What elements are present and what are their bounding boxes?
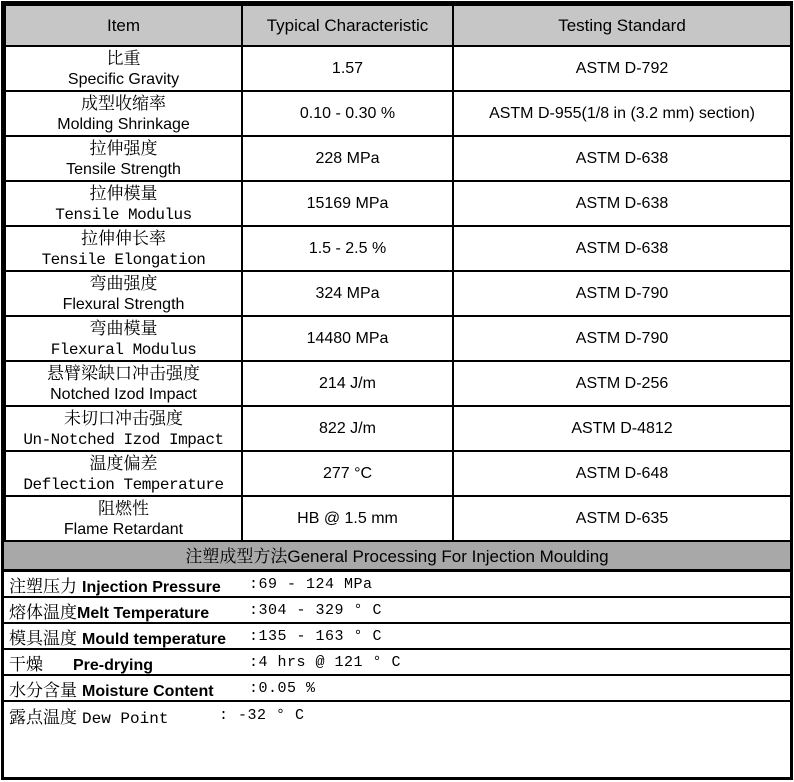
row-molding-shrinkage bbox=[5, 91, 791, 136]
processing-label-en: Mould temperature bbox=[82, 630, 227, 648]
item-cell bbox=[5, 181, 242, 226]
processing-value: :304 - 329 ° C bbox=[249, 601, 383, 619]
processing-label bbox=[9, 650, 249, 675]
processing-label-zh: 注塑压力 bbox=[9, 576, 77, 596]
processing-row-dew-point bbox=[4, 702, 790, 728]
standard-cell: ASTM D-638 bbox=[453, 136, 791, 181]
processing-label-zh: 水分含量 bbox=[9, 680, 77, 700]
item-label-zh: 温度偏差 bbox=[89, 453, 158, 473]
value-cell: 214 J/m bbox=[242, 361, 453, 406]
value-cell: 277 °C bbox=[242, 451, 453, 496]
row-flexural-strength bbox=[5, 271, 791, 316]
row-notched-izod-impact bbox=[5, 361, 791, 406]
processing-label bbox=[9, 598, 249, 623]
item-label-en: Tensile Elongation bbox=[41, 250, 206, 269]
item-label-zh: 拉伸模量 bbox=[89, 183, 158, 203]
processing-label-en: Dew Point bbox=[82, 709, 169, 728]
item-cell bbox=[5, 496, 242, 541]
spec-table bbox=[4, 4, 792, 542]
standard-cell: ASTM D-638 bbox=[453, 181, 791, 226]
value-cell: 15169 MPa bbox=[242, 181, 453, 226]
processing-value: :135 - 163 ° C bbox=[249, 627, 383, 645]
header-cell-typical-characteristic: Typical Characteristic bbox=[242, 5, 453, 46]
item-label-en: Molding Shrinkage bbox=[57, 115, 190, 133]
standard-cell: ASTM D-648 bbox=[453, 451, 791, 496]
item-cell bbox=[5, 316, 242, 361]
value-cell: HB @ 1.5 mm bbox=[242, 496, 453, 541]
processing-section-title: 注塑成型方法General Processing For Injection Moulding bbox=[4, 542, 790, 572]
item-label-en: Specific Gravity bbox=[67, 70, 180, 88]
processing-row-pre-drying bbox=[4, 650, 790, 676]
processing-label bbox=[9, 572, 249, 597]
standard-cell: ASTM D-638 bbox=[453, 226, 791, 271]
item-cell bbox=[5, 46, 242, 91]
item-label-en: Flexural Modulus bbox=[50, 340, 197, 359]
item-label-en: Deflection Temperature bbox=[23, 475, 224, 494]
item-cell bbox=[5, 136, 242, 181]
item-cell bbox=[5, 271, 242, 316]
processing-value: :4 hrs @ 121 ° C bbox=[249, 653, 402, 671]
row-tensile-modulus bbox=[5, 181, 791, 226]
processing-label-en: Injection Pressure bbox=[82, 578, 221, 596]
processing-row-mould-temperature bbox=[4, 624, 790, 650]
processing-row-melt-temperature bbox=[4, 598, 790, 624]
row-unnotched-izod-impact bbox=[5, 406, 791, 451]
item-label-en: Notched Izod Impact bbox=[50, 385, 197, 403]
spec-header-row bbox=[5, 5, 791, 46]
material-datasheet bbox=[1, 1, 793, 780]
value-cell: 324 MPa bbox=[242, 271, 453, 316]
item-label-zh: 成型收缩率 bbox=[81, 93, 166, 113]
processing-label-zh: 干燥 bbox=[9, 654, 43, 674]
processing-label-en: Moisture Content bbox=[82, 682, 214, 700]
item-cell bbox=[5, 361, 242, 406]
standard-cell: ASTM D-792 bbox=[453, 46, 791, 91]
item-label-en: Flame Retardant bbox=[63, 520, 184, 538]
item-label-en: Tensile Strength bbox=[66, 160, 181, 178]
item-label-zh: 拉伸强度 bbox=[89, 138, 158, 158]
processing-label-en: Pre-drying bbox=[73, 656, 154, 674]
processing-label bbox=[9, 703, 219, 728]
item-cell bbox=[5, 226, 242, 271]
processing-label bbox=[9, 676, 249, 701]
processing-value: :0.05 % bbox=[249, 679, 316, 697]
item-label-zh: 阻燃性 bbox=[98, 498, 149, 518]
standard-cell: ASTM D-635 bbox=[453, 496, 791, 541]
processing-value: : -32 ° C bbox=[219, 706, 305, 724]
row-deflection-temperature bbox=[5, 451, 791, 496]
row-tensile-strength bbox=[5, 136, 791, 181]
row-flame-retardant bbox=[5, 496, 791, 541]
standard-cell: ASTM D-790 bbox=[453, 316, 791, 361]
standard-cell: ASTM D-955(1/8 in (3.2 mm) section) bbox=[453, 91, 791, 136]
processing-label bbox=[9, 624, 249, 649]
item-label-en: Un-Notched Izod Impact bbox=[23, 430, 224, 449]
processing-value: :69 - 124 MPa bbox=[249, 575, 373, 593]
header-cell-item: Item bbox=[5, 5, 242, 46]
value-cell: 0.10 - 0.30 % bbox=[242, 91, 453, 136]
item-label-en: Flexural Strength bbox=[62, 295, 185, 313]
value-cell: 1.57 bbox=[242, 46, 453, 91]
value-cell: 14480 MPa bbox=[242, 316, 453, 361]
standard-cell: ASTM D-790 bbox=[453, 271, 791, 316]
row-tensile-elongation bbox=[5, 226, 791, 271]
row-flexural-modulus bbox=[5, 316, 791, 361]
standard-cell: ASTM D-4812 bbox=[453, 406, 791, 451]
value-cell: 228 MPa bbox=[242, 136, 453, 181]
item-cell bbox=[5, 406, 242, 451]
processing-label-zh: 露点温度 bbox=[9, 707, 77, 727]
item-cell bbox=[5, 91, 242, 136]
item-cell bbox=[5, 451, 242, 496]
processing-row-injection-pressure bbox=[4, 572, 790, 598]
item-label-en: Tensile Modulus bbox=[55, 205, 192, 224]
row-specific-gravity bbox=[5, 46, 791, 91]
header-cell-testing-standard: Testing Standard bbox=[453, 5, 791, 46]
value-cell: 822 J/m bbox=[242, 406, 453, 451]
item-label-zh: 弯曲模量 bbox=[89, 318, 158, 338]
value-cell: 1.5 - 2.5 % bbox=[242, 226, 453, 271]
item-label-zh: 悬臂梁缺口冲击强度 bbox=[47, 363, 200, 383]
processing-label-zh: 熔体温度 bbox=[9, 602, 77, 622]
item-label-zh: 拉伸伸长率 bbox=[81, 228, 166, 248]
processing-label-zh: 模具温度 bbox=[9, 628, 77, 648]
item-label-zh: 比重 bbox=[106, 48, 141, 68]
item-label-zh: 未切口冲击强度 bbox=[64, 408, 183, 428]
item-label-zh: 弯曲强度 bbox=[89, 273, 158, 293]
processing-row-moisture-content bbox=[4, 676, 790, 702]
processing-rows bbox=[4, 572, 790, 728]
standard-cell: ASTM D-256 bbox=[453, 361, 791, 406]
processing-label-en: Melt Temperature bbox=[77, 604, 210, 622]
